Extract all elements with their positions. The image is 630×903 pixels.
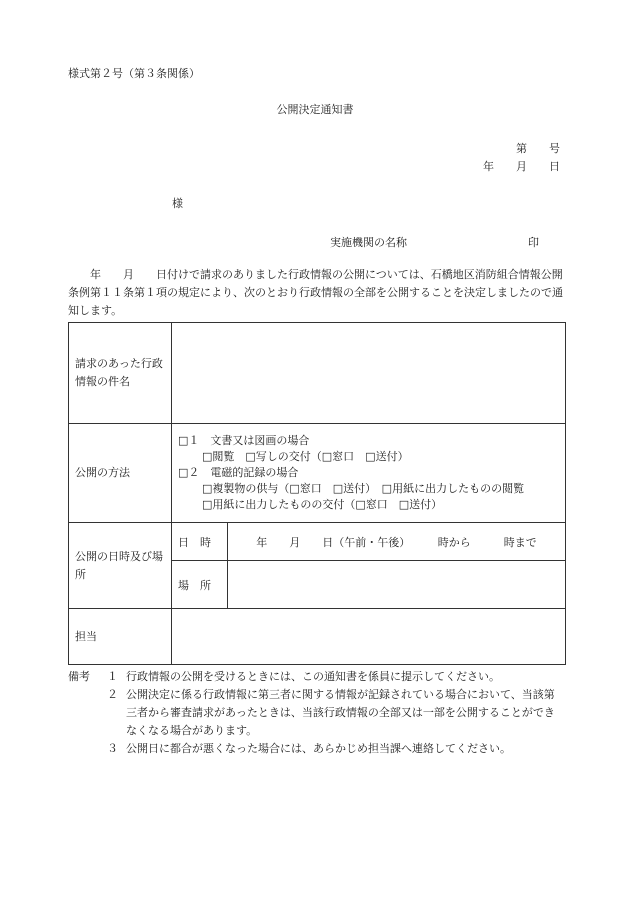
method-option-electronic-sub1[interactable]: □複製物の供与（□窓口 □送付） □用紙に出力したものの閲覧: [202, 482, 525, 495]
remark-number: ３: [107, 742, 118, 755]
recipient-suffix: 様: [172, 197, 183, 210]
datetime-label: 日 時: [172, 523, 228, 561]
remark-number: １: [107, 670, 118, 683]
method-option-electronic[interactable]: □２ 電磁的記録の場合: [178, 466, 299, 479]
table-row-datetime: [69, 523, 566, 561]
form-number: 様式第２号（第３条関係）: [68, 67, 200, 80]
contact-value-cell[interactable]: [172, 609, 566, 665]
remark-text: 行政情報の公開を受けるときには、この通知書を係員に提示してください。: [126, 670, 500, 683]
place-value-cell[interactable]: [228, 561, 566, 609]
decision-table: [68, 322, 566, 665]
remark-item-2: [68, 686, 568, 740]
document-date: 年 月 日: [483, 160, 560, 173]
method-label: 公開の方法: [69, 424, 172, 523]
remark-text: 公開決定に係る行政情報に第三者に関する情報が記録されている場合において、当該第三者から審査請求があったときは、当該行政情報の全部又は一部を公開することができなくなる場合があります。: [126, 688, 555, 737]
method-option-documents-sub[interactable]: □閲覧 □写しの交付（□窓口 □送付）: [202, 450, 409, 463]
remark-item-1: [68, 668, 568, 686]
notice-body-text: 年 月 日付けで請求のありました行政情報の公開については、石橋地区消防組合情報公開条例第１１条第１項の規定により、次のとおり行政情報の全部を公開することを決定しましたので通知します。: [68, 268, 563, 317]
remark-text: 公開日に都合が悪くなった場合には、あらかじめ担当課へ連絡してください。: [126, 742, 511, 755]
method-options: [172, 424, 566, 523]
contact-label: 担当: [69, 609, 172, 665]
remarks-heading: 備考: [68, 670, 90, 683]
remark-number: ２: [107, 688, 118, 701]
agency-name-label: 実施機関の名称: [330, 236, 407, 249]
subject-label: 請求のあった行政情報の件名: [69, 323, 172, 424]
subject-value-cell[interactable]: [172, 323, 566, 424]
table-row-contact: [69, 609, 566, 665]
place-label: 場 所: [172, 561, 228, 609]
remarks-section: [68, 668, 568, 758]
remark-item-3: [68, 740, 568, 758]
datetime-place-label: 公開の日時及び場所: [69, 523, 172, 609]
table-row-method: [69, 424, 566, 523]
method-option-electronic-sub2[interactable]: □用紙に出力したものの交付（□窓口 □送付）: [202, 498, 443, 511]
document-title: 公開決定通知書: [276, 103, 354, 116]
document-number: 第 号: [516, 142, 560, 155]
seal-mark: 印: [528, 236, 539, 249]
datetime-value[interactable]: 年 月 日（午前・午後） 時から 時まで: [228, 523, 566, 561]
table-row-subject: [69, 323, 566, 424]
method-option-documents[interactable]: □１ 文書又は図画の場合: [178, 434, 310, 447]
